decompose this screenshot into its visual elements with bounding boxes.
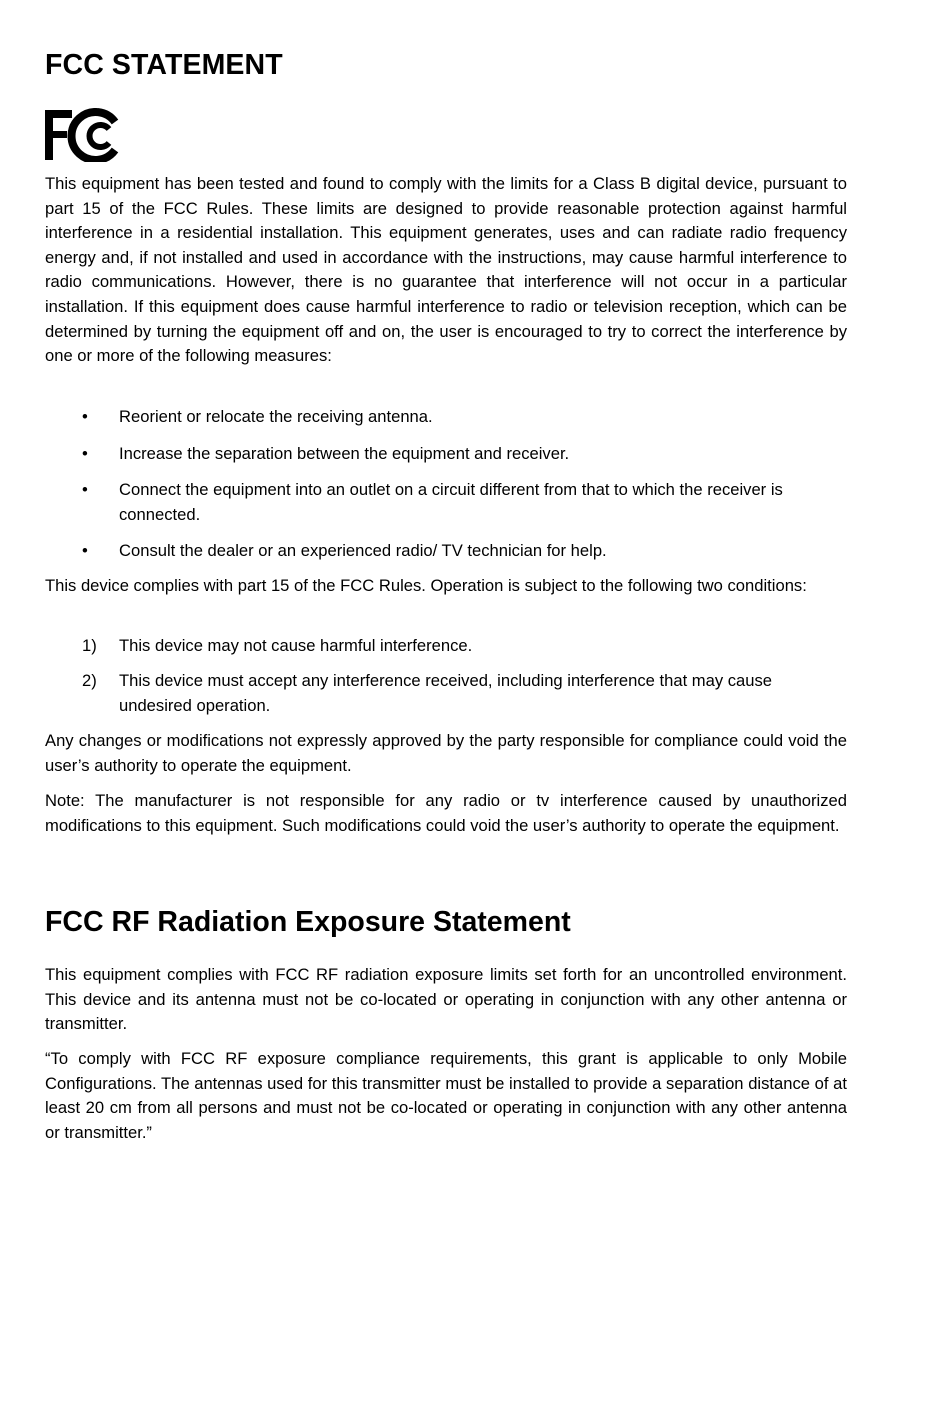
- number-marker: 1): [82, 636, 97, 655]
- fcc-logo-icon: [45, 108, 119, 162]
- list-item: [45, 669, 847, 718]
- list-item: [45, 405, 847, 430]
- section-heading: FCC RF Radiation Exposure Statement: [45, 906, 571, 938]
- number-marker: 2): [82, 671, 97, 690]
- note-paragraph: Note: The manufacturer is not responsible for any radio or tv interference caused by unauthorized modifications to this equipment. Such modifications could void the user’s authority to operate the equipment.: [45, 791, 847, 835]
- list-item-text: Connect the equipment into an outlet on a circuit different from that to which the receiver is connected.: [119, 480, 783, 524]
- rf-compliance-paragraph: “To comply with FCC RF exposure compliance requirements, this grant is applicable to only Mobile Configurations. The antennas used for this transmitter must be installed to provide a separation distance of at least 20 cm from all persons and must not be co-located or operating in conjunction with any other antenna or transmitter.”: [45, 1049, 847, 1142]
- intro-paragraph: This equipment has been tested and found to comply with the limits for a Class B digital device, pursuant to part 15 of the FCC Rules. These limits are designed to provide reasonable protection against harmful interference in a residential installation. This equipment generates, uses and can radiate radio frequency energy and, if not installed and used in accordance with the instructions, may cause harmful interference to radio communications. However, there is no guarantee that interference will not occur in a particular installation. If this equipment does cause harmful interference to radio or television reception, which can be determined by turning the equipment off and on, the user is encouraged to try to correct the interference by one or more of the following measures:: [45, 174, 847, 366]
- list-item: [45, 634, 847, 659]
- list-item: [45, 539, 847, 564]
- page-title: FCC STATEMENT: [45, 49, 283, 81]
- list-item-text: This device must accept any interference received, including interference that may cause undesired operation.: [119, 671, 773, 715]
- list-item: [45, 478, 847, 527]
- bullet-marker: •: [82, 480, 88, 499]
- changes-paragraph: Any changes or modifications not expressly approved by the party responsible for compliance could void the user’s authority to operate the equipment.: [45, 731, 847, 775]
- bullet-marker: •: [82, 541, 88, 560]
- list-item-text: Consult the dealer or an experienced radio/ TV technician for help.: [119, 541, 607, 560]
- list-item-text: This device may not cause harmful interference.: [119, 636, 473, 655]
- rf-paragraph: This equipment complies with FCC RF radiation exposure limits set forth for an uncontrolled environment. This device and its antenna must not be co-located or operating in conjunction with any other antenna or transmitter.: [45, 965, 847, 1034]
- bullet-marker: •: [82, 407, 88, 426]
- compliance-paragraph: This device complies with part 15 of the FCC Rules. Operation is subject to the following two conditions:: [45, 576, 807, 595]
- list-item-text: Increase the separation between the equipment and receiver.: [119, 444, 570, 463]
- bullet-marker: •: [82, 444, 88, 463]
- list-item-text: Reorient or relocate the receiving antenna.: [119, 407, 433, 426]
- list-item: [45, 442, 847, 467]
